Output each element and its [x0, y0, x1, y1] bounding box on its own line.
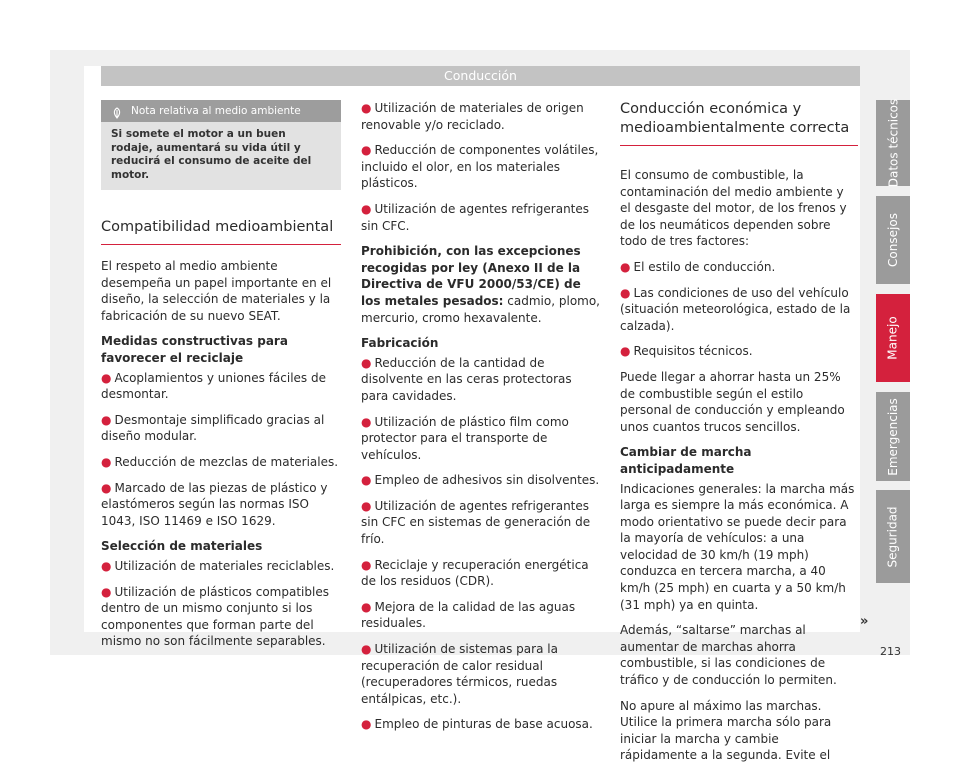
list-item-text: El estilo de conducción.: [633, 259, 776, 274]
list-item-text: Utilización de materiales reciclables.: [114, 558, 335, 573]
list-item-text: Utilización de sistemas para la recuperación de calor residual (recuperadores térmicos, ruedas entálpicas, etc.).: [361, 642, 558, 706]
bullet-icon: ●: [361, 473, 372, 488]
note-header: [101, 100, 341, 122]
list-item-text: Desmontaje simplificado gracias al diseño modular.: [101, 412, 325, 444]
list-item: [361, 557, 601, 590]
list-item-text: Empleo de pinturas de base acuosa.: [374, 717, 593, 732]
tab-label: Manejo: [886, 316, 900, 360]
list-item: [361, 599, 601, 632]
heading-conduccion-economica: Conducción económica y medioambientalmente correcta: [620, 100, 858, 146]
column-1: [101, 100, 341, 659]
list-reciclaje: [101, 370, 341, 530]
list-factores: [620, 259, 858, 360]
note-title: Nota relativa al medio ambiente: [131, 105, 301, 117]
bullet-icon: ●: [101, 412, 112, 427]
list-item: [361, 498, 601, 548]
tab-label: Seguridad: [886, 505, 901, 568]
tab-label: Consejos: [886, 213, 901, 267]
bullet-icon: ●: [361, 355, 372, 370]
prohibicion-rest: cadmio, plomo, mercurio, cromo hexavalente.: [361, 293, 600, 325]
list-item-text: Marcado de las piezas de plástico y elastómeros según las normas ISO 1043, ISO 11469 e ISO 1629.: [101, 480, 328, 528]
list-item: [361, 142, 601, 192]
subheading-materiales: Selección de materiales: [101, 539, 263, 554]
bullet-icon: ●: [361, 717, 372, 732]
bullet-icon: ●: [361, 642, 372, 657]
subheading-reciclaje: Medidas constructivas para favorecer el reciclaje: [101, 334, 288, 365]
list-item: [101, 480, 341, 530]
subheading-cambiar-marcha: Cambiar de marcha anticipadamente: [620, 445, 752, 476]
paragraph-no-apure: No apure al máximo las marchas. Utilice la primera marcha sólo para iniciar la marcha y cambie rápidamente a la segunda. Evite el: [620, 698, 832, 763]
list-item: [620, 343, 858, 360]
list-item: [361, 716, 601, 733]
tab-datos-tecnicos[interactable]: [876, 100, 910, 186]
list-item: [361, 472, 601, 489]
tab-consejos[interactable]: [876, 196, 910, 284]
subheading-fabricacion: Fabricación: [361, 336, 439, 351]
list-item-text: Utilización de agentes refrigerantes sin CFC.: [361, 201, 590, 233]
list-item: [620, 285, 858, 335]
bullet-icon: ●: [620, 344, 631, 359]
bullet-icon: ●: [361, 599, 372, 614]
list-item-text: Reducción de mezclas de materiales.: [114, 454, 339, 469]
tab-emergencias[interactable]: [876, 392, 910, 481]
list-item-text: Utilización de plásticos compatibles dentro de un mismo conjunto si los componentes que forman parte del mismo no son fácilmente separables.: [101, 584, 329, 649]
column-3: [620, 100, 858, 773]
list-item-text: Reducción de la cantidad de disolvente en las ceras protectoras para cavidades.: [361, 355, 572, 403]
list-materiales-cont: [361, 100, 601, 234]
note-text: Si somete el motor a un buen rodaje, aumentará su vida útil y reducirá el consumo de aceite del motor.: [111, 128, 312, 181]
bullet-icon: ●: [101, 370, 112, 385]
list-item: [361, 641, 601, 707]
environment-note: [101, 100, 341, 190]
list-item: [620, 259, 858, 276]
list-item: [101, 558, 341, 575]
bullet-icon: ●: [361, 557, 372, 572]
list-item-text: Reducción de componentes volátiles, incluido el olor, en los materiales plásticos.: [361, 143, 599, 191]
paragraph-saltarse: Además, “saltarse” marchas al aumentar de marchas ahorra combustible, si las condiciones de tráfico y de conducción lo permiten.: [620, 623, 837, 688]
tab-seguridad[interactable]: [876, 490, 910, 583]
list-item: [101, 412, 341, 445]
list-fabricacion: [361, 355, 601, 733]
list-item: [101, 370, 341, 403]
tab-label: Emergencias: [886, 397, 900, 476]
bullet-icon: ●: [101, 558, 112, 573]
list-item: [361, 201, 601, 234]
bullet-icon: ●: [361, 498, 372, 513]
list-item: [101, 454, 341, 471]
list-item-text: Mejora de la calidad de las aguas residuales.: [361, 599, 576, 631]
paragraph-consumo: El consumo de combustible, la contaminación del medio ambiente y el desgaste del motor, de los frenos y de los neumáticos dependen sobre todo de tres factores:: [620, 168, 847, 249]
list-item-text: Acoplamientos y uniones fáciles de desmontar.: [101, 370, 327, 402]
paragraph-ahorro: Puede llegar a ahorrar hasta un 25% de combustible según el estilo personal de conducción y empleando unos cuantos trucos sencillos.: [620, 369, 845, 434]
tab-label: Datos técnicos: [886, 98, 900, 188]
paragraph-intro: El respeto al medio ambiente desempeña un papel importante en el diseño, la selección de materiales y la fabricación de su nuevo SEAT.: [101, 259, 332, 323]
heading-compatibilidad: Compatibilidad medioambiental: [101, 218, 341, 245]
bullet-icon: ●: [361, 201, 372, 216]
tab-manejo[interactable]: [876, 294, 910, 382]
bullet-icon: ●: [101, 584, 112, 599]
list-item-text: Utilización de agentes refrigerantes sin CFC en sistemas de generación de frío.: [361, 498, 591, 547]
bullet-icon: ●: [101, 480, 112, 495]
paragraph-indicaciones: Indicaciones generales: la marcha más larga es siempre la más económica. A modo orientativo se puede decir para la mayoría de vehículos: a una velocidad de 30 km/h (19 mph) conduzca en tercera marcha, a 40 km/h (25 mph) en cuarta y a 50 km/h (31 mph) ya en quinta.: [620, 481, 855, 612]
list-materiales: [101, 558, 341, 650]
list-item-text: Utilización de plástico film como protector para el transporte de vehículos.: [361, 414, 569, 462]
bullet-icon: ●: [361, 101, 372, 115]
bullet-icon: ●: [361, 414, 372, 429]
prohibicion-bold: Prohibición, con las excepciones recogidas por ley (Anexo II de la Directiva de VFU 2000/53/CE) de los metales pesados:: [361, 244, 581, 308]
leaf-icon: [111, 105, 123, 117]
list-item: [101, 584, 341, 650]
list-item: [361, 414, 601, 464]
list-item-text: Utilización de materiales de origen renovable y/o reciclado.: [361, 101, 584, 132]
paragraph-prohibicion: [361, 243, 601, 326]
bullet-icon: ●: [361, 143, 372, 158]
list-item-text: Reciclaje y recuperación energética de los residuos (CDR).: [361, 557, 589, 589]
bullet-icon: ●: [620, 285, 631, 300]
list-item-text: Requisitos técnicos.: [633, 344, 753, 359]
list-item: [361, 355, 601, 405]
page-number: 213: [880, 645, 901, 658]
next-page-marker: »: [860, 614, 869, 629]
list-item-text: Empleo de adhesivos sin disolventes.: [374, 473, 600, 488]
section-header: Conducción: [101, 66, 860, 86]
list-item-text: Las condiciones de uso del vehículo (situación meteorológica, estado de la calzada).: [620, 285, 851, 333]
column-2: [361, 100, 601, 742]
bullet-icon: ●: [101, 454, 112, 469]
list-item: [361, 100, 601, 133]
bullet-icon: ●: [620, 259, 631, 274]
